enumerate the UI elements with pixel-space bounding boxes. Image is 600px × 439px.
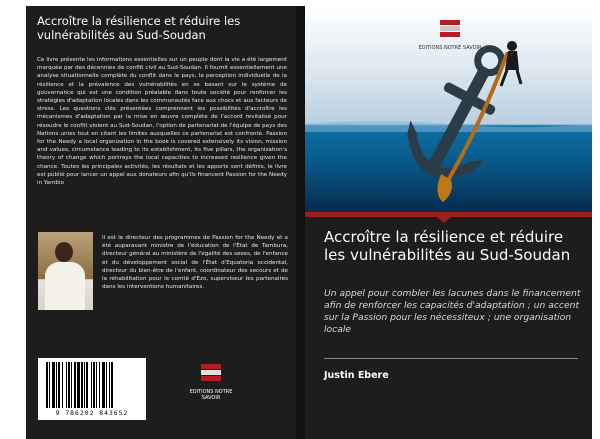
front-publisher-logo (415, 18, 485, 51)
author-head (55, 242, 73, 262)
book-stack-icon (439, 18, 461, 38)
book-subtitle: Un appel pour combler les lacunes dans le financement afin de renforcer les capacités d'adaptation ; un accent sur la Passion pour les nécessiteux ; une organisation locale (324, 288, 581, 335)
book-title: Accroître la résilience et réduire les vulnérabilités au Sud-Soudan (324, 228, 571, 264)
back-cover (26, 6, 296, 439)
author-shirt (45, 262, 85, 310)
accent-notch (437, 217, 451, 223)
back-publisher-logo (186, 362, 236, 401)
author-photo (38, 232, 93, 310)
spine (296, 6, 305, 439)
back-cover-title: Accroître la résilience et réduire les vulnérabilités au Sud-Soudan (37, 14, 241, 42)
back-publisher-name: EDITIONS NOTRE SAVOIR (189, 389, 233, 401)
barcode-icon (46, 362, 138, 408)
book-description: Ce livre présente les informations essentielles sur un peuple dont la vie a été largement marquée par des décennies de conflit civil au Sud-Soudan. Il fournit essentiellement une analyse situationnelle complète du conflit dans le pays, la perception individuelle de la résilience et la prévalence des vulnérabilités en se basant sur le système de gouvernance qui est une condition préalable dans toute société pour renforcer les stratégies d'adaptation locales dans les communautés face aux chocs et aux facteurs de stress. Les questions clés présentées comprennent les possibilités d'accroître les mécanismes d'adaptation par la mise en œuvre complète de l'accord revitalisé pour résoudre le conflit violent au Sud-Soudan, l'option de partenariat de l'équipe de pays des Nations unies tout en citant les limites auxquelles ce partenariat est confronté. Passion for the Needy a local organization in the book is covered extensively its vision, mission and values, circumstance leading to its establishment, its five pillars, the organization's theory of change which portrays the local capacities to increased resilience given the chance. Toutes les principales activités, les résultats et les apports sont définis, le livre est publié pour lancer un appel aux donateurs afin qu'ils financent Passion for the Needy in Yambio (37, 57, 287, 187)
front-cover (305, 6, 592, 439)
front-publisher-name: EDITIONS NOTRE SAVOIR (418, 45, 482, 51)
anchor-illustration (305, 6, 592, 212)
isbn-number: 9 786202 843652 (55, 409, 129, 417)
book-stack-icon (200, 362, 222, 382)
divider (324, 358, 578, 359)
author-bio: Il est le directeur des programmes de Passion for the Needy et a été auparavant ministre de l'éducation de l'État de Tambura, directeur général au ministère de l'égalité des sexes, de l'enfance et du développement social de l'État d'Equatoria occidental, directeur du bien-être de l'enfant, coordinateur des secours et de la réhabilitation pour le comté d'Ezo, superviseur les partenaires dans les interventions humanitaires. (102, 235, 288, 291)
barcode (38, 358, 146, 420)
author-name: Justin Ebere (324, 370, 389, 381)
